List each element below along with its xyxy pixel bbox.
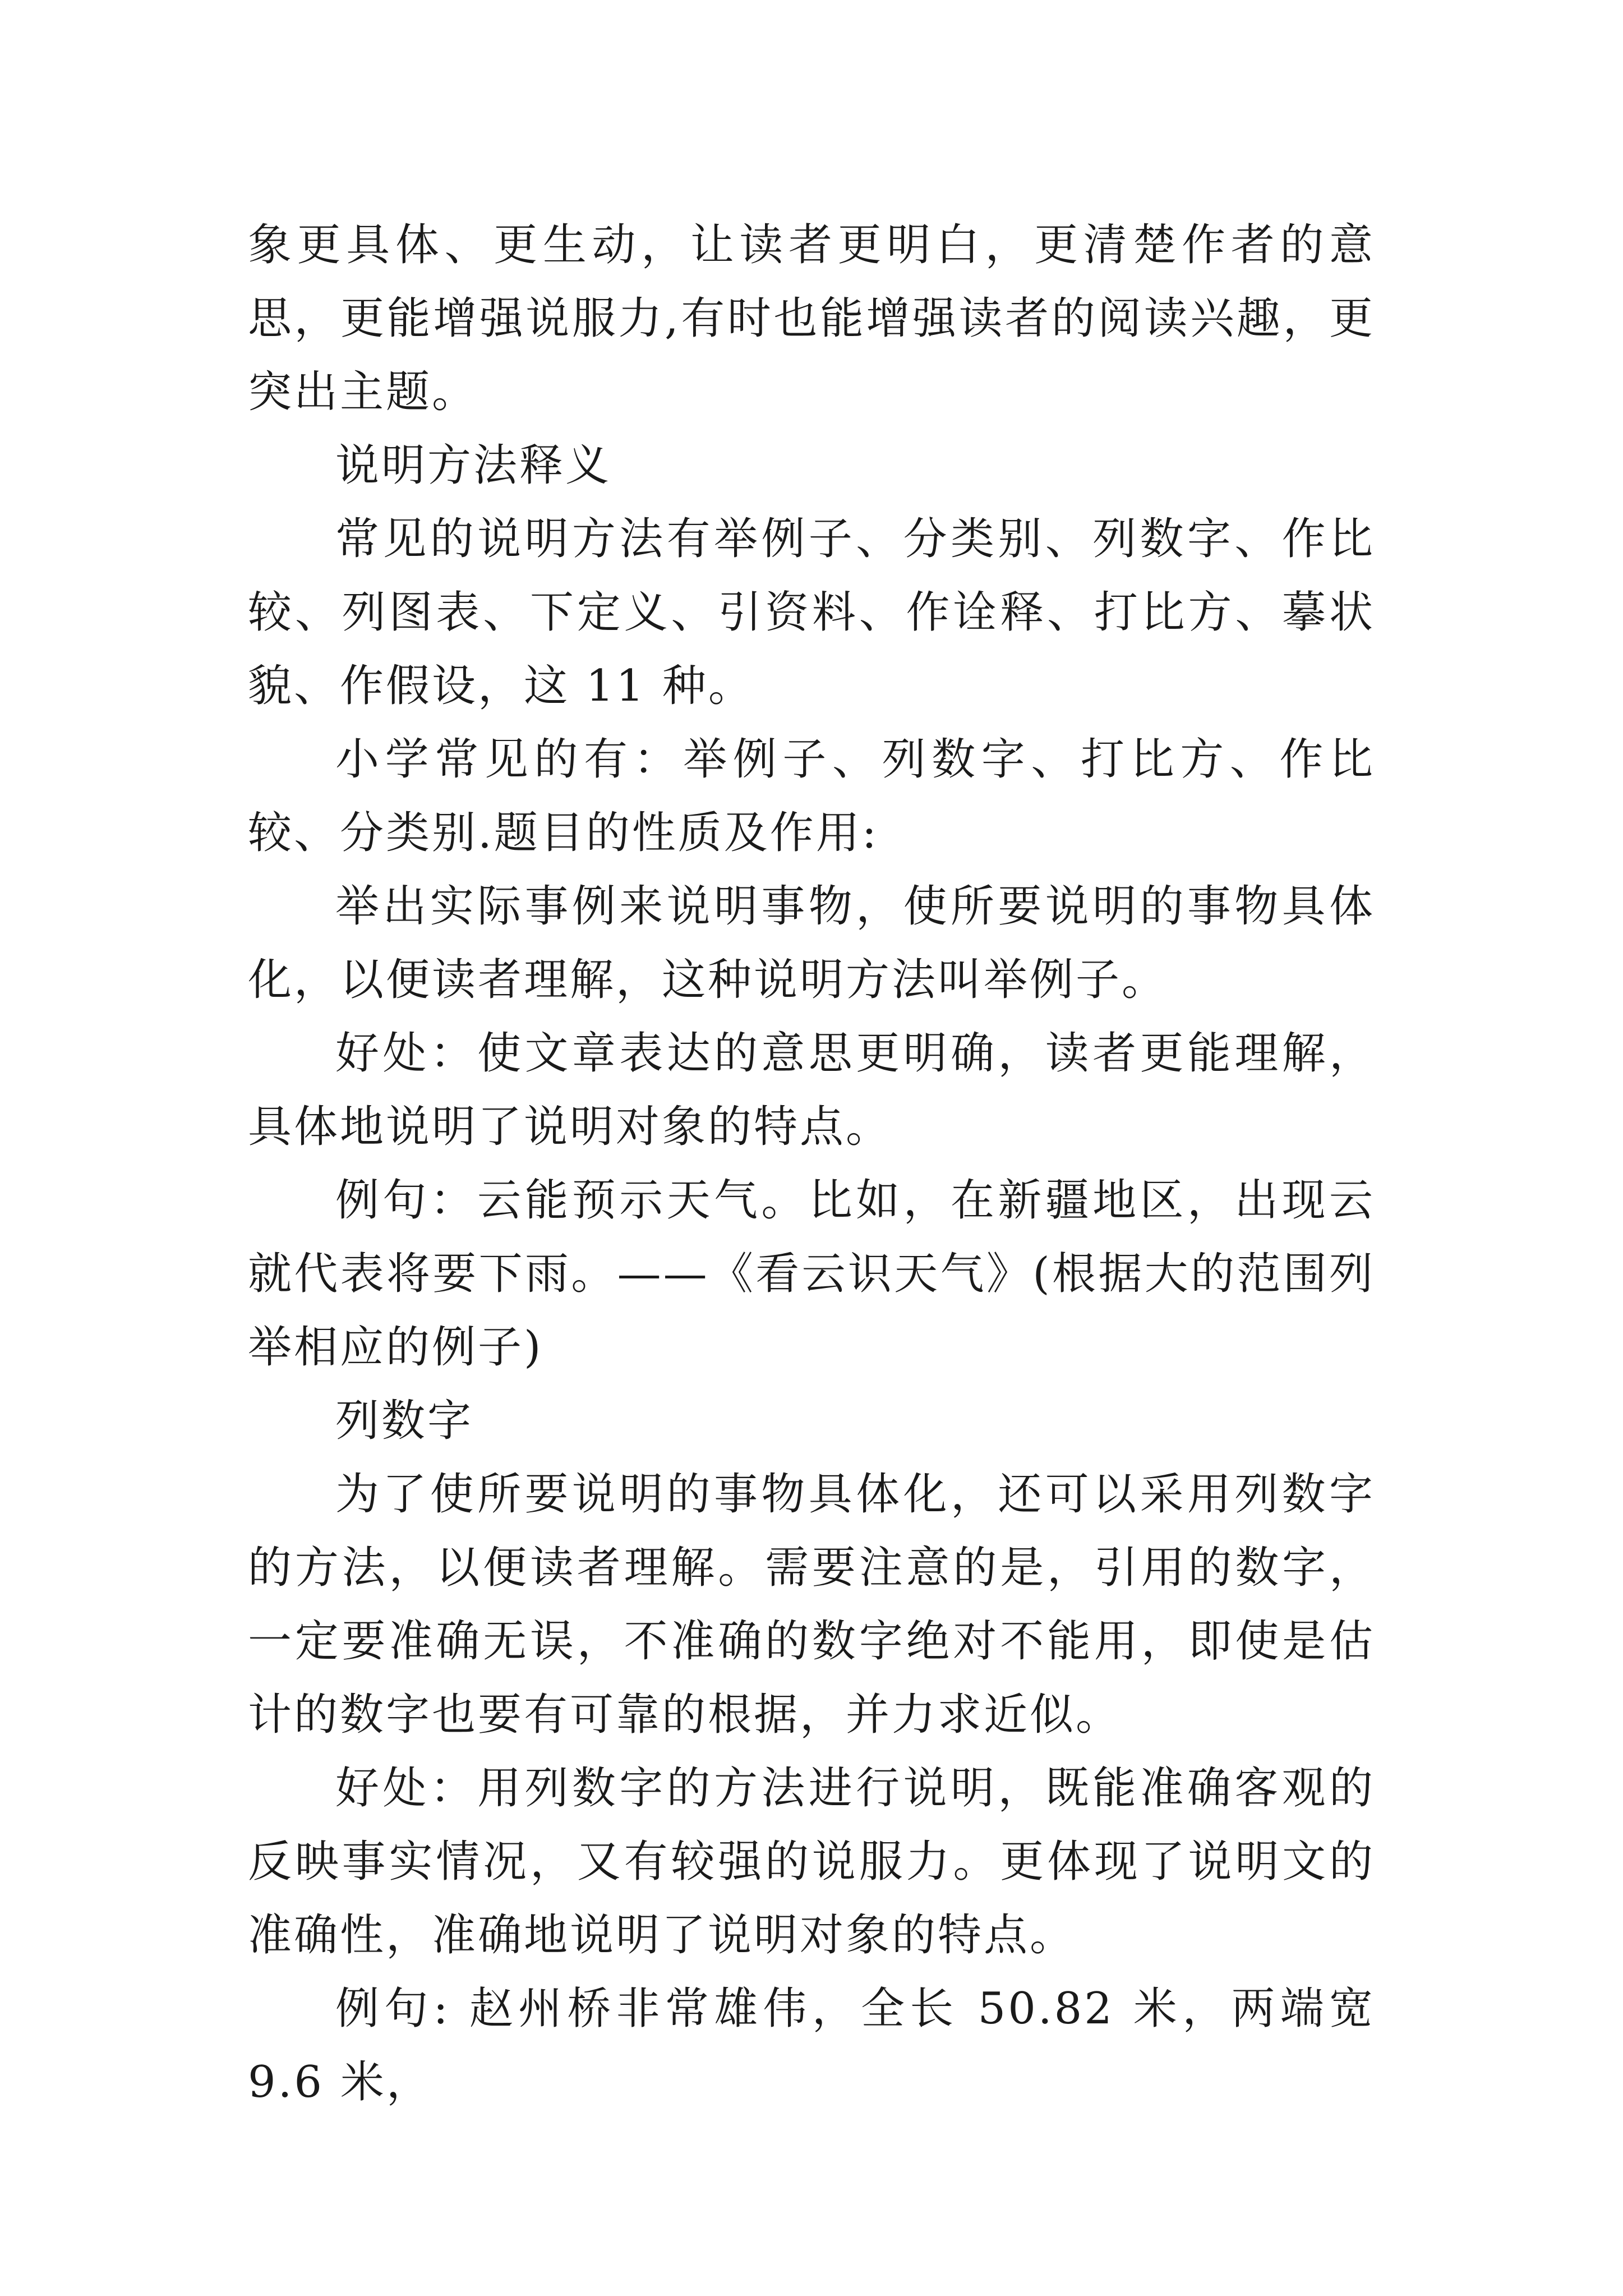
paragraph-primary-school-methods: 小学常见的有：举例子、列数字、打比方、作比较、分类别.题目的性质及作用:	[248, 734, 1375, 858]
paragraph-examples-benefit: 好处：使文章表达的意思更明确，读者更能理解，具体地说明了说明对象的特点。	[248, 1028, 1375, 1152]
body-text	[248, 209, 1375, 2119]
paragraph-numbers-benefit: 好处：用列数字的方法进行说明，既能准确客观的反映事实情况，又有较强的说服力。更体现了说明文的准确性，准确地说明了说明对象的特点。	[248, 1763, 1375, 1961]
paragraph-continuation: 象更具体、更生动，让读者更明白，更清楚作者的意思，更能增强说服力,有时也能增强读者的阅读兴趣，更突出主题。	[248, 220, 1375, 417]
paragraph-numbers-definition: 为了使所要说明的事物具体化，还可以采用列数字的方法，以便读者理解。需要注意的是，引用的数字，一定要准确无误，不准确的数字绝对不能用，即使是估计的数字也要有可靠的根据，并力求近似。	[248, 1469, 1375, 1740]
section-heading-explanation-methods: 说明方法释义	[335, 440, 612, 491]
paragraph-examples-definition: 举出实际事例来说明事物，使所要说明的事物具体化，以便读者理解，这种说明方法叫举例子。	[248, 881, 1375, 1005]
paragraph-numbers-sentence: 例句: 赵州桥非常雄伟，全长 50.82 米，两端宽 9.6 米，	[248, 1984, 1375, 2108]
section-heading-numbers: 列数字	[335, 1396, 474, 1446]
paragraph-common-methods: 常见的说明方法有举例子、分类别、列数字、作比较、列图表、下定义、引资料、作诠释、打比方、摹状貌、作假设，这 11 种。	[248, 514, 1375, 711]
paragraph-examples-sentence: 例句：云能预示天气。比如，在新疆地区，出现云就代表将要下雨。——《看云识天气》(根据大的范围列举相应的例子)	[248, 1175, 1375, 1373]
